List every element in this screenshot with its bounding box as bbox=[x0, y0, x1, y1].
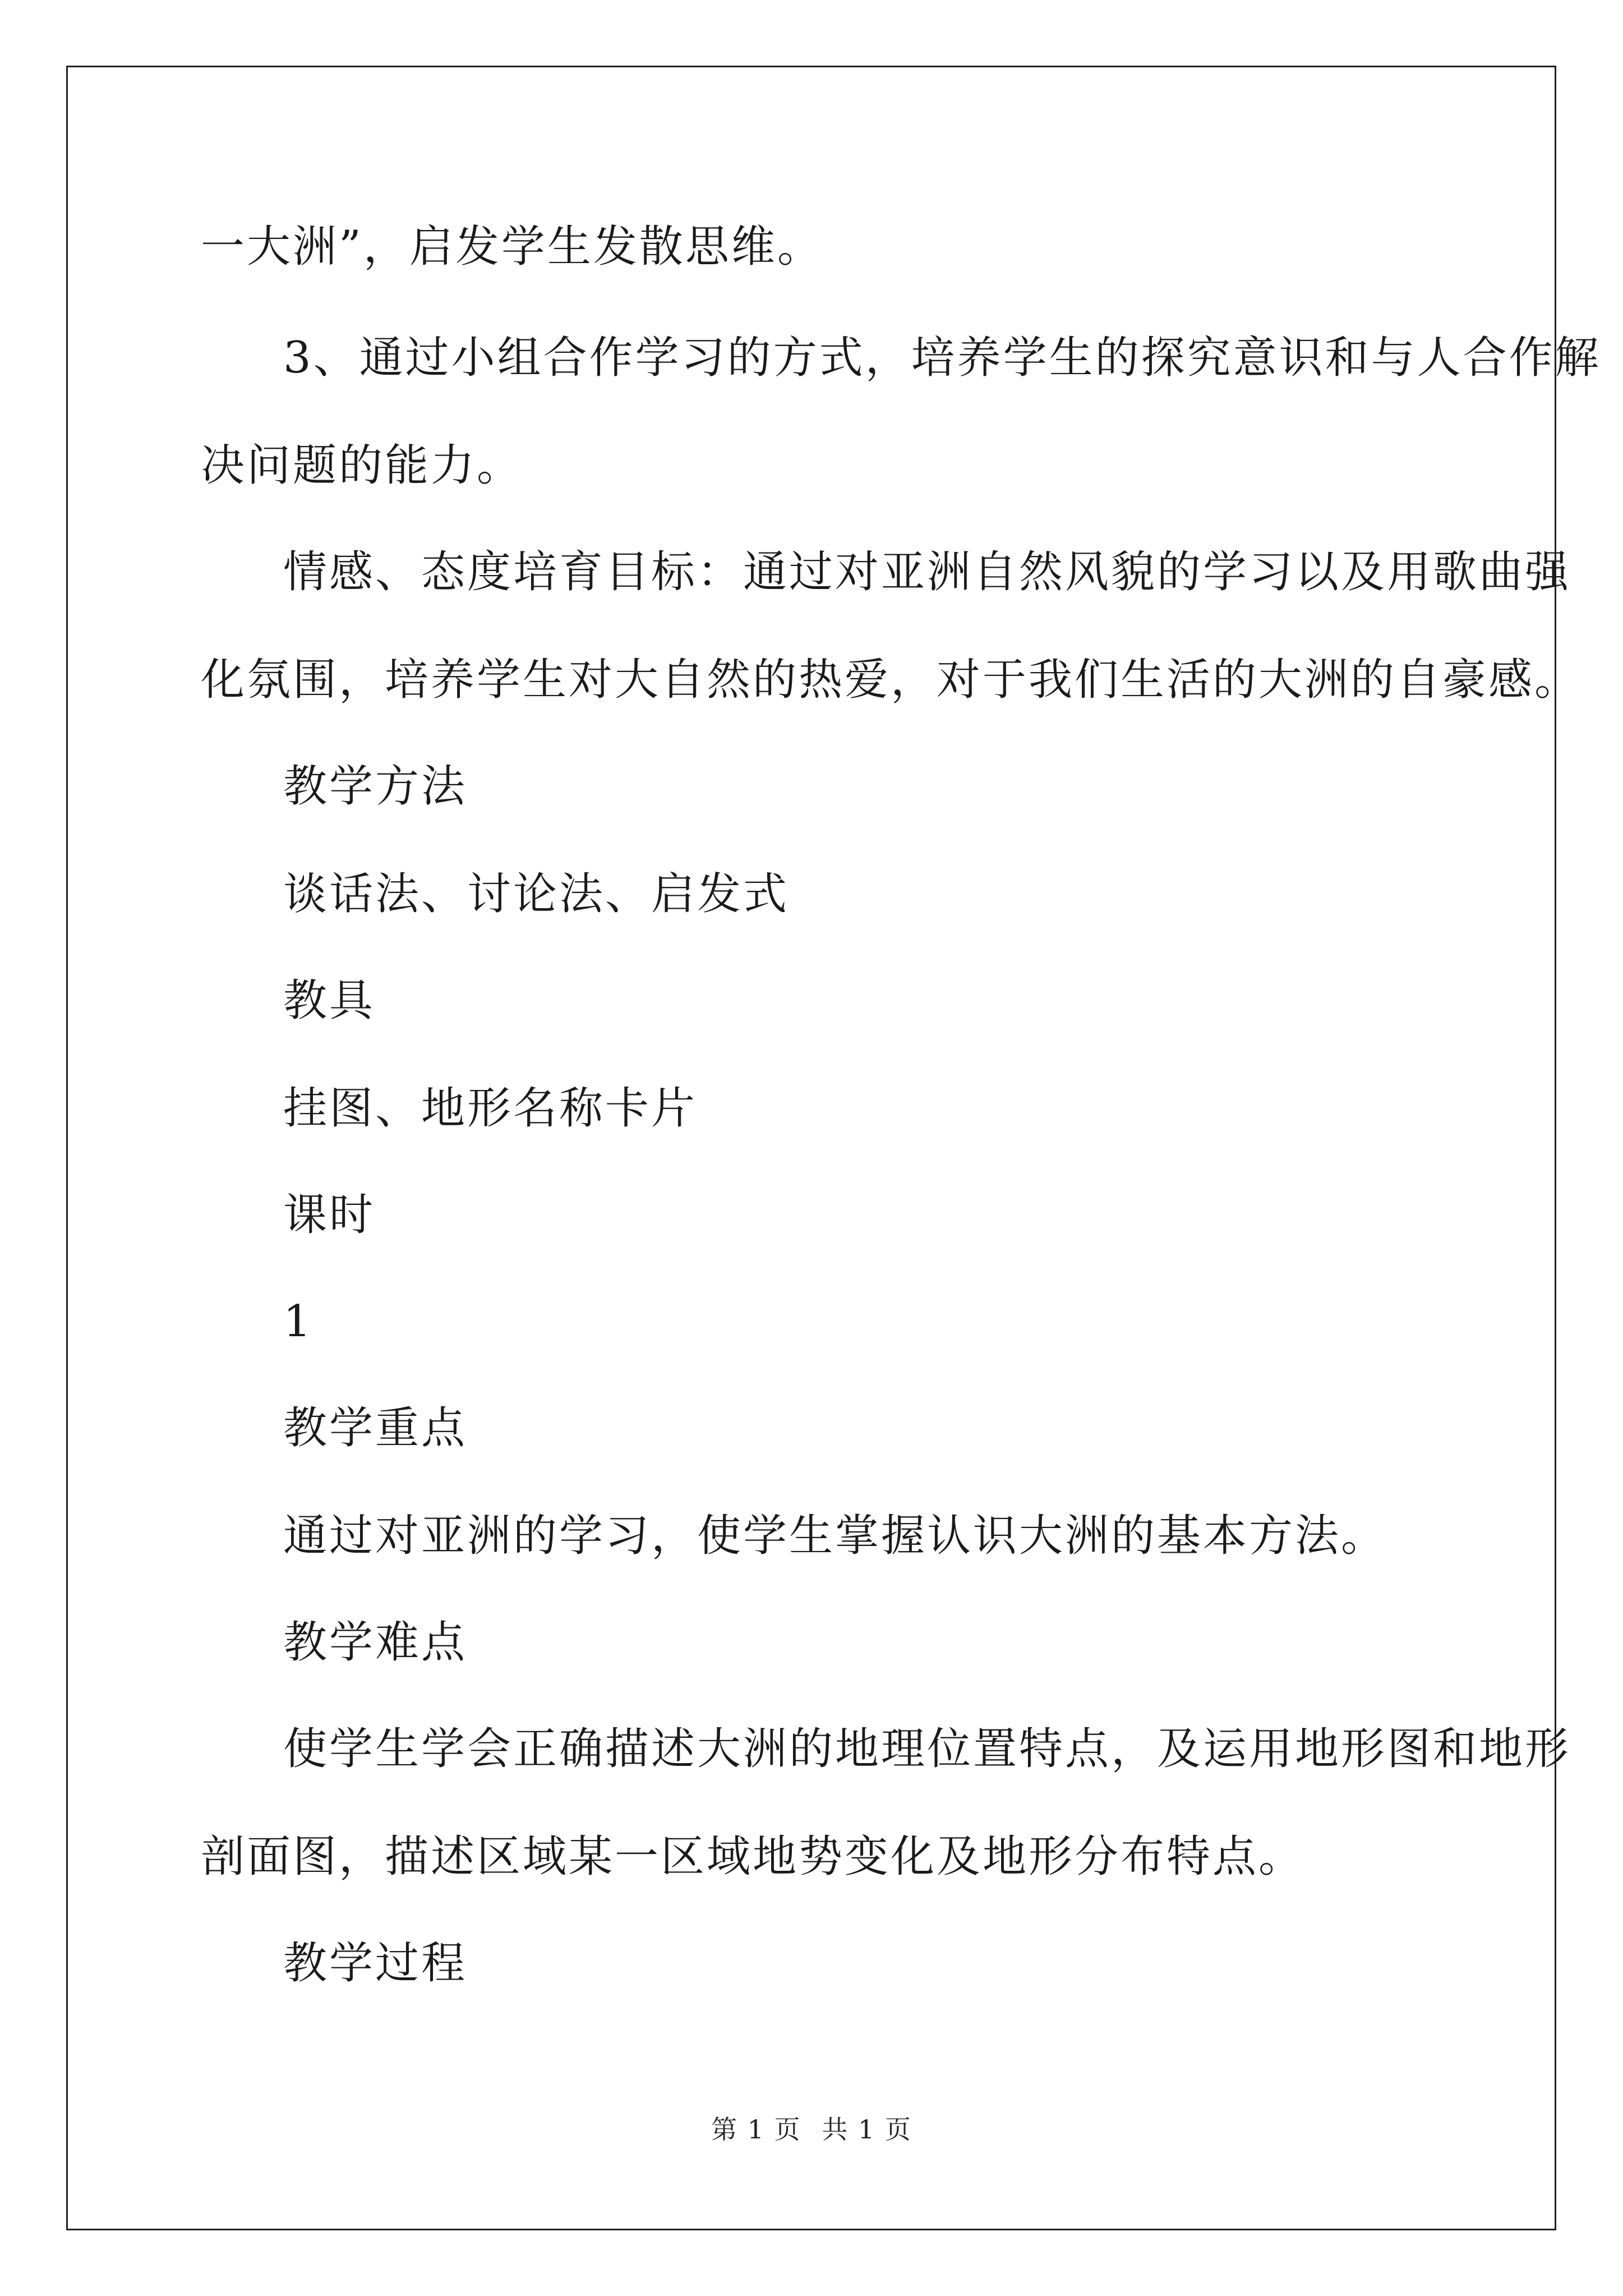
page-total: 共 1 页 bbox=[822, 2114, 912, 2145]
paragraph: 一大洲”，启发学生发散思维。 bbox=[201, 222, 823, 272]
paragraph: 剖面图，描述区域某一区域地势变化及地形分布特点。 bbox=[201, 1832, 1305, 1882]
section-heading: 教具 bbox=[283, 976, 376, 1026]
paragraph: 挂图、地形名称卡片 bbox=[283, 1083, 698, 1134]
section-heading: 教学方法 bbox=[283, 761, 468, 812]
paragraph: 3、通过小组合作学习的方式，培养学生的探究意识和与人合作解 bbox=[283, 333, 1601, 383]
paragraph: 情感、态度培育目标：通过对亚洲自然风貌的学习以及用歌曲强 bbox=[283, 547, 1571, 597]
page-border bbox=[66, 66, 1556, 2230]
paragraph: 通过对亚洲的学习，使学生掌握认识大洲的基本方法。 bbox=[283, 1511, 1387, 1561]
paragraph: 1 bbox=[283, 1296, 313, 1347]
paragraph: 使学生学会正确描述大洲的地理位置特点，及运用地形图和地形 bbox=[283, 1724, 1571, 1774]
paragraph: 决问题的能力。 bbox=[201, 440, 523, 491]
page-footer bbox=[0, 2109, 1623, 2146]
page-number: 第 1 页 bbox=[711, 2114, 801, 2145]
section-heading: 教学过程 bbox=[283, 1938, 468, 1989]
section-heading: 教学重点 bbox=[283, 1403, 468, 1453]
section-heading: 课时 bbox=[283, 1190, 376, 1240]
paragraph: 谈话法、讨论法、启发式 bbox=[283, 869, 790, 919]
paragraph: 化氛围，培养学生对大自然的热爱，对于我们生活的大洲的自豪感。 bbox=[201, 655, 1581, 705]
section-heading: 教学难点 bbox=[283, 1617, 468, 1668]
